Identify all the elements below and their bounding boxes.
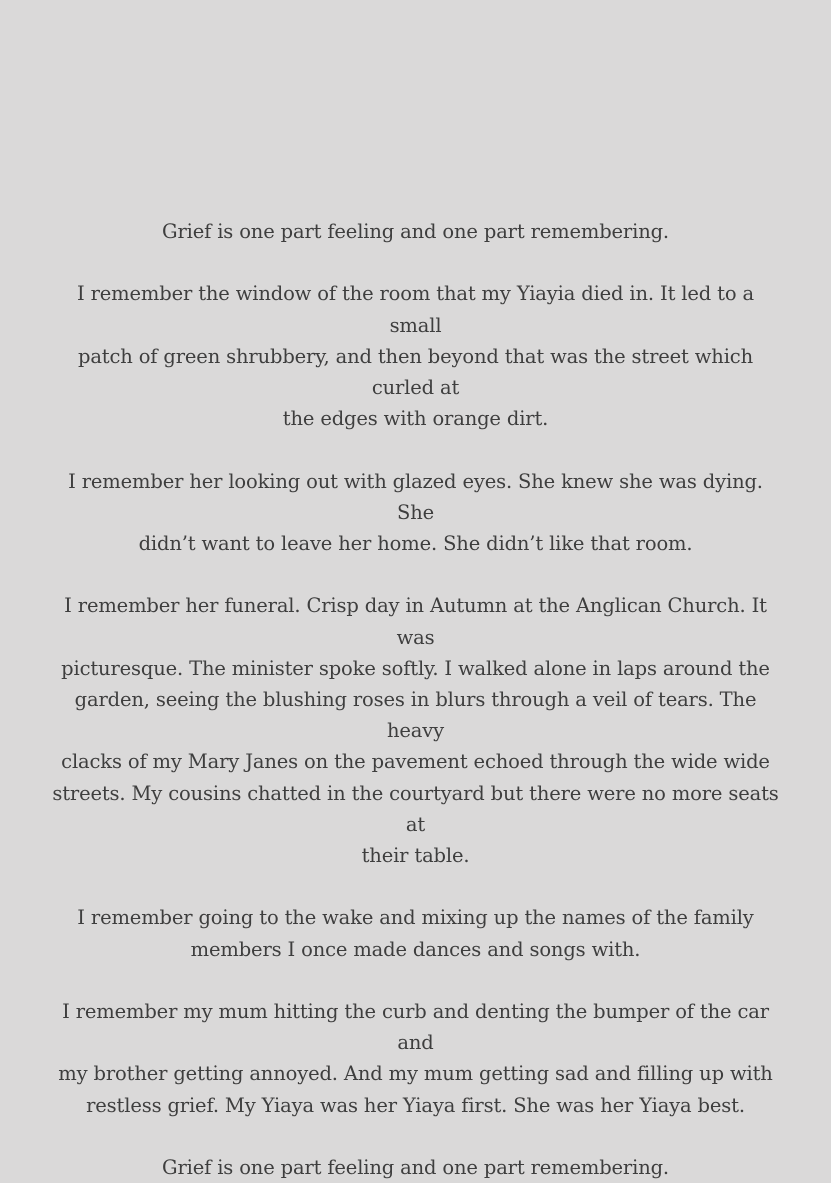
poem-stanza-funeral: I remember her funeral. Crisp day in Autumn at the Anglican Church. It was picturesque. The minister spoke softly. I walked alone in laps around the garden, seeing the blushing roses in blurs through a veil of tears. The heavy clacks of my Mary Janes on the pavement echoed through the wide wide streets. My cousins chatted in the courtyard but there were no more seats at their table. (52, 594, 779, 868)
poem-stanza-mum: I remember my mum hitting the curb and denting the bumper of the car and my brother getting annoyed. And my mum getting sad and filling up with restless grief. My Yiaya was her Yiaya first. She was her Yiaya best. (58, 1000, 773, 1117)
poem-text (50, 216, 781, 1183)
poem-stanza-wake: I remember going to the wake and mixing up the names of the family members I once made dances and songs with. (77, 906, 754, 961)
poem-stanza-window: I remember the window of the room that my Yiayia died in. It led to a small patch of green shrubbery, and then beyond that was the street which curled at the edges with orange dirt. (77, 282, 754, 431)
poem-stanza-opening: Grief is one part feeling and one part remembering. (162, 220, 669, 243)
poem-stanza-closing: Grief is one part feeling and one part remembering. (162, 1156, 669, 1179)
poem-stanza-glazed-eyes: I remember her looking out with glazed eyes. She knew she was dying. She didn’t want to leave her home. She didn’t like that room. (68, 469, 763, 555)
